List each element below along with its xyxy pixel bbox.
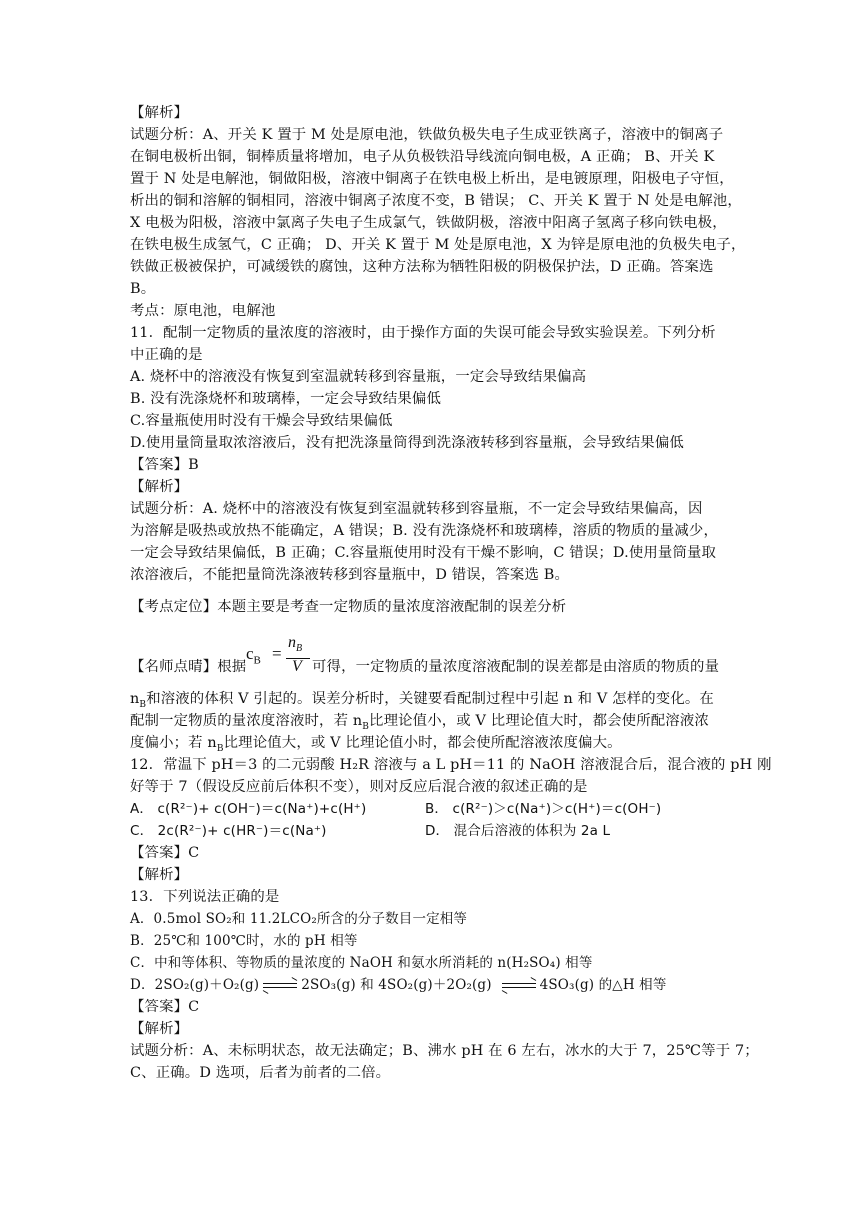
text-line: X 电极为阳极，溶液中氯离子失电子生成氯气，铁做阴极，溶液中阳离子氢离子移向铁电极， [130, 215, 727, 231]
equation-3: 4SO₃(g) 的△H 相等 [539, 977, 667, 993]
text-line: 为溶解是吸热或放热不能确定，A 错误；B. 没有洗涤烧杯和玻璃棒，溶质的物质的量减少， [130, 523, 718, 539]
text-line: 浓溶液后，不能把量筒洗涤液转移到容量瓶中，D 错误，答案选 B。 [130, 567, 570, 583]
formula-numerator-sub: B [296, 643, 303, 655]
analysis-label: 【解析】 [130, 1021, 189, 1037]
explanation-line: C、正确。D 选项，后者为前者的二倍。 [130, 1065, 391, 1081]
n-symbol: n [130, 691, 140, 707]
q12-option-b: B． c(R²⁻)＞c(Na⁺)＞c(H⁺)＝c(OH⁻) [425, 801, 662, 817]
mingshi-line3 [130, 710, 709, 732]
text-line: 试题分析：A、开关 K 置于 M 处是原电池，铁做负极失电子生成亚铁离子，溶液中的铜离子 [130, 127, 724, 143]
formula-c-sub: B [253, 654, 261, 667]
equilibrium-arrow-icon [263, 981, 297, 991]
mingshi-line2 [130, 688, 714, 710]
formula-denominator: V [292, 658, 302, 675]
analysis-label: 【解析】 [130, 479, 189, 495]
n-sub: B [216, 743, 224, 754]
text-line: B。 [130, 281, 156, 297]
text-line: 析出的铜和溶解的铜相同，溶液中铜离子浓度不变，B 错误； C、开关 K 置于 N 处是电解池， [130, 193, 742, 209]
question-13-stem: 13．下列说法正确的是 [130, 889, 280, 905]
q13-option-c: C．中和等体积、等物质的量浓度的 NaOH 和氨水所消耗的 n(H₂SO₄) 相等 [130, 955, 593, 971]
question-11-stem: 中正确的是 [130, 347, 203, 363]
text-line: 铁做正极被保护，可减缓铁的腐蚀，这种方法称为牺牲阳极的阴极保护法，D 正确。答案选 [130, 259, 714, 275]
formula-eq: = [272, 644, 282, 663]
mingshi-text: 比理论值小，或 V 比理论值大时，都会使所配溶液浓 [369, 713, 709, 729]
question-11-stem: 11．配制一定物质的量浓度的溶液时，由于操作方面的失误可能会导致实验误差。下列分析 [130, 325, 716, 341]
option-a: A. 烧杯中的溶液没有恢复到室温就转移到容量瓶，一定会导致结果偏高 [130, 369, 587, 385]
text-line: 在铁电极生成氢气，C 正确； D、开关 K 置于 M 处是原电池，X 为锌是原电池的负极失电子， [130, 237, 746, 253]
formula-c: c [246, 644, 254, 663]
q12-option-d: D． 混合后溶液的体积为 2a L [425, 823, 611, 839]
mingshi-prefix: 【名师点晴】根据 [130, 659, 247, 675]
mingshi-suffix: 可得，一定物质的量浓度溶液配制的误差都是由溶质的物质的量 [312, 659, 720, 675]
equation-1: D．2SO₂(g)＋O₂(g) [130, 977, 260, 993]
question-12-stem: 好等于 7（假设反应前后体积不变），则对反应后混合液的叙述正确的是 [130, 779, 588, 795]
option-d: D.使用量筒量取浓溶液后，没有把洗涤量筒得到洗涤液转移到容量瓶，会导致结果偏低 [130, 435, 684, 451]
answer-label: 【答案】C [130, 845, 200, 861]
equilibrium-arrow-icon [502, 981, 536, 991]
text-line: 一定会导致结果偏低，B 正确；C.容量瓶使用时没有干燥不影响，C 错误；D.使用量筒量取 [130, 545, 717, 561]
key-point: 【考点定位】本题主要是考查一定物质的量浓度溶液配制的误差分析 [130, 599, 567, 615]
mingshi-text: 度偏小；若 n [130, 735, 217, 751]
text-line: 在铜电极析出铜，铜棒质量将增加，电子从负极铁沿导线流向铜电极，A 正确； B、开关 K [130, 149, 715, 165]
text-line: 考点：原电池，电解池 [130, 303, 276, 319]
mingshi-line4 [130, 732, 622, 754]
q12-option-a: A． c(R²⁻)+ c(OH⁻)＝c(Na⁺)+c(H⁺) [130, 801, 367, 817]
text-line: 置于 N 处是电解池，铜做阳极，溶液中铜离子在铁电极上析出，是电镀原理，阳极电子守恒， [130, 171, 734, 187]
n-sub: B [139, 699, 147, 710]
q13-option-a: A．0.5mol SO₂和 11.2LCO₂所含的分子数目一定相等 [130, 911, 468, 927]
analysis-label: 【解析】 [130, 867, 189, 883]
explanation-line: 试题分析：A、未标明状态，故无法确定；B、沸水 pH 在 6 左右，冰水的大于 7，25℃等于 7； [130, 1043, 759, 1059]
mingshi-text: 比理论值大，或 V 比理论值小时，都会使所配溶液浓度偏大。 [223, 735, 622, 751]
formula-numerator: n [288, 634, 296, 651]
text-line: 【解析】 [130, 105, 189, 121]
option-b: B. 没有洗涤烧杯和玻璃棒，一定会导致结果偏低 [130, 391, 441, 407]
mingshi-text: 和溶液的体积 V 引起的。误差分析时，关键要看配制过程中引起 n 和 V 怎样的变化。在 [146, 691, 714, 707]
equation-2: 2SO₃(g) 和 4SO₂(g)＋2O₂(g) [301, 977, 492, 993]
q13-option-d [130, 974, 667, 996]
option-c: C.容量瓶使用时没有干燥会导致结果偏低 [130, 413, 393, 429]
answer-label: 【答案】C [130, 999, 200, 1015]
mingshi-text: 配制一定物质的量浓度溶液时，若 n [130, 713, 363, 729]
n-sub: B [362, 721, 370, 732]
answer-label: 【答案】B [130, 457, 199, 473]
question-12-stem: 12．常温下 pH＝3 的二元弱酸 H₂R 溶液与 a L pH＝11 的 NaOH 溶液混合后，混合液的 pH 刚 [130, 757, 772, 773]
q13-option-b: B．25℃和 100℃时，水的 pH 相等 [130, 933, 358, 949]
q12-option-c: C． 2c(R²⁻)+ c(HR⁻)＝c(Na⁺) [130, 823, 327, 839]
text-line: 试题分析：A. 烧杯中的溶液没有恢复到室温就转移到容量瓶，不一定会导致结果偏高，因 [130, 501, 703, 517]
